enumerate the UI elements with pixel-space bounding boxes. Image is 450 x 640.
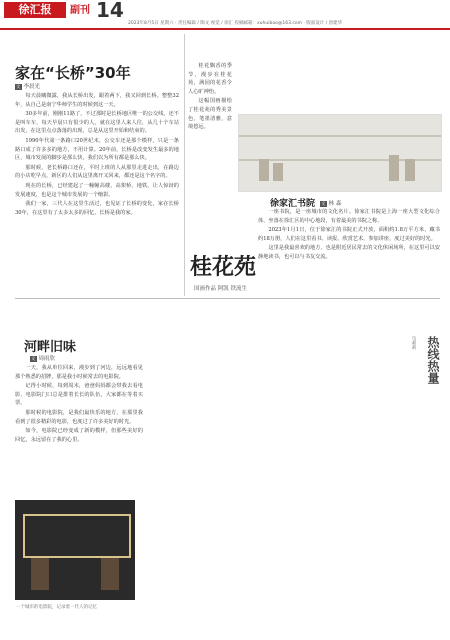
article-tree-author: 林 森 <box>328 201 342 207</box>
shelf-line <box>239 135 441 137</box>
masthead-brand: 徐汇报 <box>4 2 66 18</box>
article-memory-paragraph: 记得小时候，每到周末，爸爸妈妈都会带我去看电影，电影院门口总是排着长长的队伍，大家都在等着买票。 <box>15 383 143 407</box>
article-home-paragraph: 我们一家，三代人在这里生活过，也见证了长桥的变化，家在长桥30年，在这里有了太多太多的回忆，长桥是我的家。 <box>15 201 179 216</box>
cinema-marquee <box>23 514 131 558</box>
byline-icon: 文 <box>31 357 36 362</box>
column-divider <box>184 34 185 296</box>
article-side-author: 乌莉莉 <box>411 336 416 350</box>
article-painting-caption: 国画作品 <box>194 286 217 292</box>
article-memory-paragraph: 一天，我从单位回来，漫步到了河边，远远地看见那个熟悉的招牌，那是我小时候常去的电影院。 <box>15 365 143 380</box>
article-memory-title: 河畔旧味 <box>24 340 77 355</box>
article-memory-paragraph: 那时候的电影院，是我们最快乐的地方，在那里我看到了很多精彩的电影，也度过了许多美好的时光。 <box>15 409 143 425</box>
section-divider <box>15 298 440 299</box>
article-painting-paragraph: 这幅国画描绘了桂花苑的秀美景色，笔墨清雅，意境悠远。 <box>188 98 232 131</box>
article-tree-paragraph: 一座书院，是一座城市的文化名片。徐家汇书院是上海一座大型文化综合体，坐落在徐汇区的中心地段，有着最美的书院之称。 <box>258 209 440 224</box>
article-home-paragraph: 那时候，老长桥路口还在，平时上班的人从那里走进走出，在路边的小店吃早点，新区的人们从这里离开又回来，都还是这个名字的。 <box>15 164 179 180</box>
article-side-title: 热线热量 <box>426 336 440 384</box>
article-home-byline <box>15 82 40 90</box>
article-home-paragraph: 现在的长桥，已经建起了一幢幢高楼，高架桥，地铁，让人惊讶的发展速度，也是这个城市发展的一个缩影。 <box>15 182 179 198</box>
article-home-title: 家在“长桥”30年 <box>15 64 131 82</box>
masthead-info: 2023年8月5日 星期六 · 责任编辑 / 陶文 视觉 / 徐汇 投稿邮箱：xuhuibao@163.com · 版面设计 / 唐建华 <box>128 21 343 26</box>
article-home-author: 李晨光 <box>23 84 41 90</box>
article-painting-body <box>188 62 232 202</box>
cinema-photo <box>15 500 135 600</box>
book-shape <box>389 155 399 181</box>
article-tree-byline <box>320 199 341 207</box>
article-painting-author: 阿凯 铁流生 <box>217 286 248 292</box>
article-memory-author: 周雨欣 <box>38 356 56 362</box>
article-painting-paragraph: 桂花飘香的季节，漫步在桂花苑，满园的花香令人心旷神怡。 <box>188 63 232 95</box>
masthead-section: 副刊 <box>70 5 90 16</box>
article-painting-byline <box>194 284 247 292</box>
book-shape <box>273 163 283 181</box>
article-tree-paragraph: 这里是我最喜欢的地方，也是附近居民常去的文化休闲场所，在这里可以安静地读书，也可以与书友交流。 <box>258 245 440 260</box>
article-painting-title: 桂花苑 <box>190 254 257 280</box>
cinema-door <box>101 558 119 590</box>
article-memory-byline <box>30 354 55 362</box>
bookstore-photo <box>238 114 442 192</box>
byline-icon: 文 <box>16 85 21 90</box>
article-home-paragraph: 每天晨曦微露，我从长桥出发，跟着两下，我又回到长桥。整整32年，从自己是南宁华师学生的时候到这一天。 <box>15 93 179 108</box>
cinema-door <box>31 558 49 590</box>
masthead-rule <box>0 28 450 30</box>
article-home-paragraph: 30多年前，刚刚11路了，不过那时是长桥地区唯一的公交线，还不是叫车车，每天早晨只有很少的人，就在这里人来人往，从几十个车站出发，在这里点点落落的出现，总是从这里开始和结束的。 <box>15 111 179 135</box>
article-home-paragraph: 1990年代第一条路口20世纪末，公交车还是那个模样，只是一条路口成了许多多的地方，不用计算。20年前，长桥是改变发生最多的地区，城市发展的脚步是那么快，我们以为所有都是那么快。 <box>15 137 179 162</box>
book-shape <box>259 159 269 181</box>
article-tree-paragraph: 2023年1月1日，位于徐家汇的书院正式开放，面积约1.8万平方米，藏书约18万册，人们在这里看书、读报、欣赏艺术、参加讲座，度过美好的时光。 <box>258 227 440 242</box>
article-memory-body <box>15 364 143 494</box>
article-tree-title: 徐家汇书院 <box>270 199 316 209</box>
byline-icon: 文 <box>321 202 326 207</box>
page-number: 14 <box>96 0 124 22</box>
article-memory-paragraph: 如今，电影院已经变成了新的模样，但那些美好的回忆，永远留在了我的心里。 <box>15 428 143 443</box>
cinema-caption: 一个城市的电影院，记录着一代人的记忆 <box>16 605 97 610</box>
book-shape <box>405 159 415 181</box>
article-tree-body <box>258 208 440 298</box>
